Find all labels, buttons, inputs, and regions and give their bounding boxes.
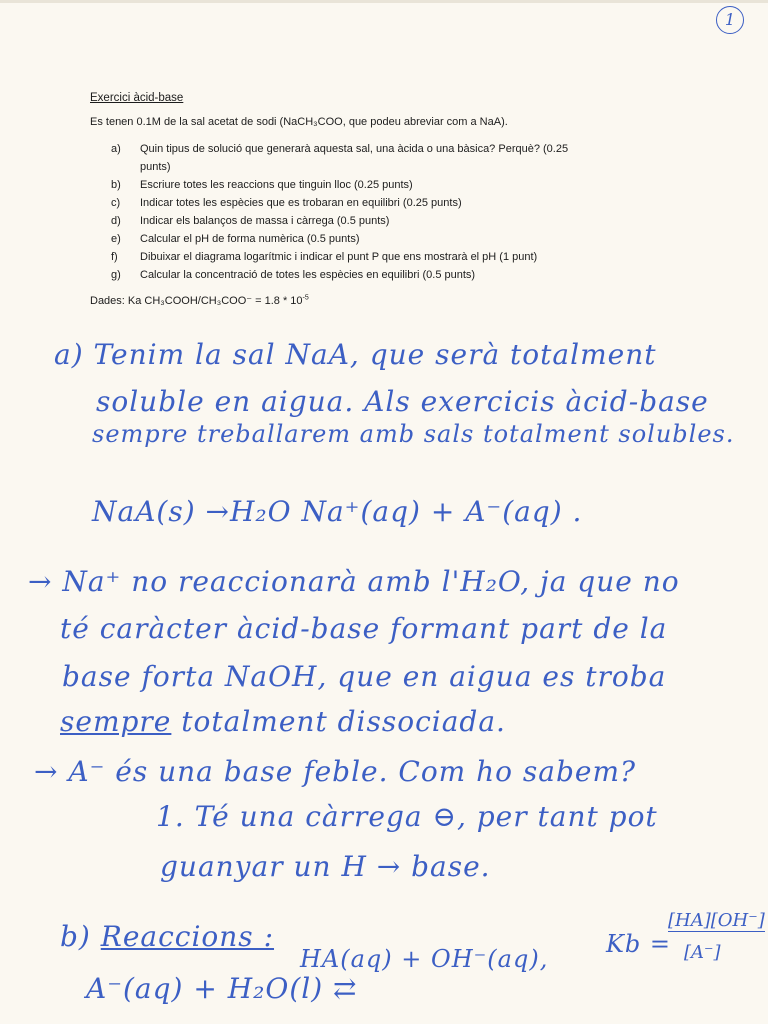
page-number: 1 [716, 6, 744, 34]
question-item [90, 140, 710, 158]
handwritten-line: → Na⁺ no reaccionarà amb l'H₂O, ja que no [28, 565, 680, 598]
given-data-exponent: -5 [302, 294, 309, 302]
question-label: c) [111, 197, 121, 209]
handwritten-line-rest: totalment dissociada. [171, 705, 506, 738]
handwritten-line: té caràcter àcid-base formant part de la [60, 612, 668, 645]
given-data [90, 294, 710, 307]
question-text: Quin tipus de solució que generarà aquesta sal, una àcida o una bàsica? Perquè? (0.25 [140, 143, 569, 155]
printed-exercise [90, 92, 710, 307]
handwritten-kb-label: Kb = [606, 930, 672, 958]
paper-edge [0, 0, 768, 3]
handwritten-kb-numerator: [HA][OH⁻] [668, 910, 765, 931]
handwritten-line: a) Tenim la sal NaA, que serà totalment [54, 338, 657, 371]
question-label: f) [111, 251, 118, 263]
question-item [90, 194, 710, 212]
handwritten-line [60, 920, 274, 953]
question-text: Indicar totes les espècies que es trobaran en equilibri (0.25 punts) [140, 197, 462, 209]
question-text: Calcular el pH de forma numèrica (0.5 punts) [140, 233, 360, 245]
question-list [90, 140, 710, 284]
handwritten-line: soluble en aigua. Als exercicis àcid-base [96, 385, 709, 418]
question-item [90, 266, 710, 284]
handwritten-equation: HA(aq) + OH⁻(aq), [300, 945, 549, 973]
question-text: punts) [140, 161, 171, 173]
handwritten-line: 1. Té una càrrega ⊖, per tant pot [156, 800, 658, 833]
handwritten-underlined-word: sempre [60, 705, 172, 738]
question-item [90, 176, 710, 194]
handwritten-line: → A⁻ és una base feble. Com ho sabem? [34, 755, 637, 788]
question-text: Dibuixar el diagrama logarítmic i indicar el punt P que ens mostrarà el pH (1 punt) [140, 251, 538, 263]
handwritten-kb-denominator: [A⁻] [684, 942, 721, 963]
handwritten-line [60, 705, 506, 738]
exercise-intro: Es tenen 0.1M de la sal acetat de sodi (NaCH₃COO, que podeu abreviar com a NaA). [90, 116, 508, 128]
handwritten-line: sempre treballarem amb sals totalment solubles. [92, 420, 735, 448]
exercise-title: Exercici àcid-base [90, 92, 184, 104]
question-item [90, 230, 710, 248]
question-label: e) [111, 233, 121, 245]
given-data-text: Dades: Ka CH₃COOH/CH₃COO⁻ = 1.8 * 10 [90, 295, 303, 307]
question-label: a) [111, 143, 121, 155]
question-text: Calcular la concentració de totes les espècies en equilibri (0.5 punts) [140, 269, 476, 281]
handwritten-line: base forta NaOH, que en aigua es troba [62, 660, 667, 693]
handwritten-equation: NaA(s) →H₂O Na⁺(aq) + A⁻(aq) . [92, 495, 583, 528]
question-item [90, 158, 710, 176]
question-text: Escriure totes les reaccions que tinguin lloc (0.25 punts) [140, 179, 413, 191]
question-item [90, 248, 710, 266]
question-label: g) [111, 269, 121, 281]
question-label: b) [111, 179, 121, 191]
handwritten-line: guanyar un H → base. [160, 850, 491, 883]
handwritten-equation: A⁻(aq) + H₂O(l) ⇄ [86, 972, 358, 1005]
question-item [90, 212, 710, 230]
question-text: Indicar els balanços de massa i càrrega (0.5 punts) [140, 215, 390, 227]
question-label: d) [111, 215, 121, 227]
handwritten-label: b) [60, 920, 101, 953]
handwritten-heading: Reaccions : [100, 920, 275, 953]
